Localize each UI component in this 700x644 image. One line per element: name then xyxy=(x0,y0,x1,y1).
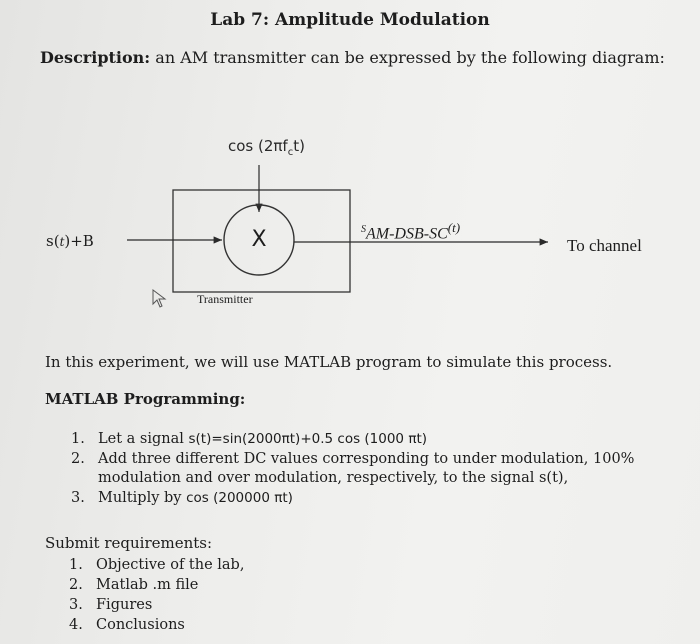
mixer-symbol: X xyxy=(251,227,267,252)
list-item: 3. Multiply by cos (200000 πt) xyxy=(71,490,293,506)
cursor-icon xyxy=(153,290,165,307)
output-signal-label: $^S$AM-DSB-SC$^{(t)}$ xyxy=(361,220,461,243)
submit-heading: Submit requirements: xyxy=(45,534,213,552)
page-title: Lab 7: Amplitude Modulation xyxy=(210,10,490,30)
list-item: 4. Conclusions xyxy=(69,617,185,633)
list-item: 1. Objective of the lab, xyxy=(69,557,245,573)
input-label: s(t)+B xyxy=(46,232,94,250)
experiment-text: In this experiment, we will use MATLAB program to simulate this process. xyxy=(45,353,613,371)
matlab-heading: MATLAB Programming: xyxy=(45,390,246,408)
carrier-label: $\cos (2\pi f_ct)$ xyxy=(228,137,305,158)
channel-label: To channel xyxy=(567,236,642,255)
list-item: 2. Add three different DC values corresponding to under modulation, 100% modulation and over modulation, respectively, to the signal s(t), xyxy=(71,451,635,486)
steps-list xyxy=(45,430,685,509)
transmitter-label: Transmitter xyxy=(197,292,253,306)
list-item: 2. Matlab .m file xyxy=(69,577,199,593)
description-label: Description: xyxy=(40,48,151,67)
list-item: 3. Figures xyxy=(69,597,153,613)
list-item: 1. Let a signal s(t)=sin(2000πt)+0.5 cos (1000 πt) xyxy=(71,431,428,447)
description-text: an AM transmitter can be expressed by the following diagram: xyxy=(150,48,665,67)
requirements-list xyxy=(45,555,244,635)
